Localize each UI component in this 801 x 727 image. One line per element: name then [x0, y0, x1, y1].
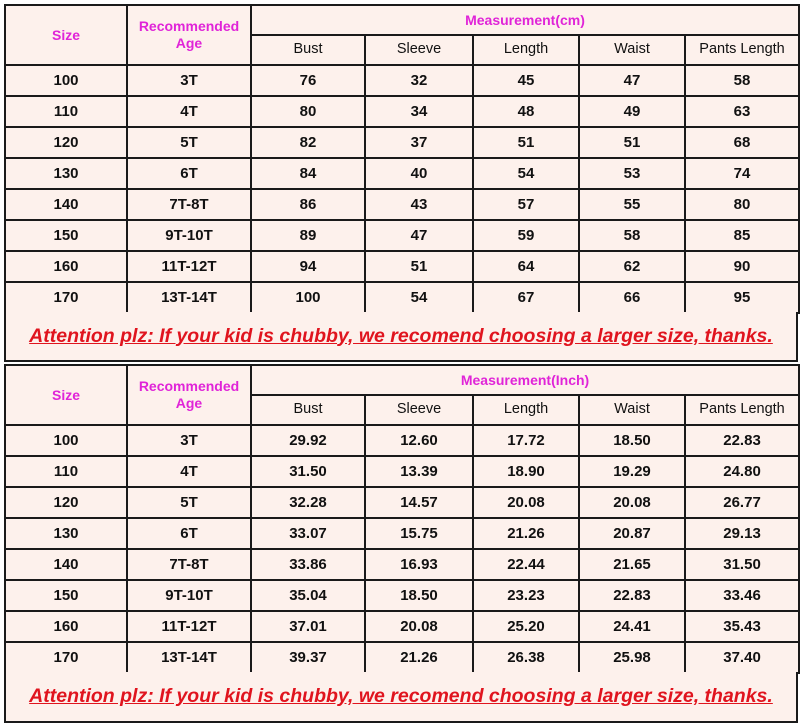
table-cell: 13T-14T — [127, 282, 251, 313]
table-cell: 160 — [5, 251, 127, 282]
table-cell: 140 — [5, 189, 127, 220]
measurement-header: Measurement(Inch) — [251, 365, 799, 395]
table-cell: 39.37 — [251, 642, 365, 673]
table-cell: 130 — [5, 518, 127, 549]
table-cell: 32 — [365, 65, 473, 96]
table-cell: 110 — [5, 96, 127, 127]
table-cell: 68 — [685, 127, 799, 158]
table-cell: 31.50 — [685, 549, 799, 580]
size-table-inch — [4, 364, 800, 674]
measurement-header: Measurement(cm) — [251, 5, 799, 35]
attention-note: Attention plz: If your kid is chubby, we recomend choosing a larger size, thanks. — [4, 672, 798, 723]
column-header: Sleeve — [365, 35, 473, 65]
table-cell: 51 — [365, 251, 473, 282]
header-row — [5, 365, 799, 395]
column-header: Pants Length — [685, 35, 799, 65]
table-cell: 20.08 — [365, 611, 473, 642]
table-row — [5, 282, 799, 313]
table-cell: 20.08 — [473, 487, 579, 518]
table-cell: 40 — [365, 158, 473, 189]
table-row — [5, 158, 799, 189]
table-cell: 17.72 — [473, 425, 579, 456]
table-cell: 54 — [473, 158, 579, 189]
table-cell: 21.65 — [579, 549, 685, 580]
table-cell: 33.07 — [251, 518, 365, 549]
table-cell: 16.93 — [365, 549, 473, 580]
table-cell: 35.43 — [685, 611, 799, 642]
table-cell: 3T — [127, 425, 251, 456]
table-cell: 86 — [251, 189, 365, 220]
table-row — [5, 65, 799, 96]
table-cell: 53 — [579, 158, 685, 189]
table-cell: 51 — [579, 127, 685, 158]
table-cell: 4T — [127, 456, 251, 487]
table-cell: 25.98 — [579, 642, 685, 673]
column-header: Bust — [251, 395, 365, 425]
table-row — [5, 96, 799, 127]
table-cell: 7T-8T — [127, 549, 251, 580]
table-cell: 9T-10T — [127, 220, 251, 251]
column-header: Bust — [251, 35, 365, 65]
table-cell: 21.26 — [473, 518, 579, 549]
table-cell: 18.50 — [579, 425, 685, 456]
table-cell: 19.29 — [579, 456, 685, 487]
table-cell: 170 — [5, 282, 127, 313]
column-header: Waist — [579, 35, 685, 65]
table-cell: 31.50 — [251, 456, 365, 487]
table-cell: 21.26 — [365, 642, 473, 673]
table-row — [5, 487, 799, 518]
table-cell: 84 — [251, 158, 365, 189]
table-cell: 58 — [579, 220, 685, 251]
table-cell: 160 — [5, 611, 127, 642]
table-cell: 22.44 — [473, 549, 579, 580]
table-cell: 58 — [685, 65, 799, 96]
size-header: Size — [5, 365, 127, 425]
table-cell: 80 — [685, 189, 799, 220]
table-row — [5, 549, 799, 580]
table-row — [5, 518, 799, 549]
table-cell: 37.01 — [251, 611, 365, 642]
column-header: Sleeve — [365, 395, 473, 425]
table-cell: 13T-14T — [127, 642, 251, 673]
column-header: Length — [473, 395, 579, 425]
column-header: Waist — [579, 395, 685, 425]
table-cell: 47 — [579, 65, 685, 96]
table-cell: 45 — [473, 65, 579, 96]
table-cell: 43 — [365, 189, 473, 220]
table-cell: 29.13 — [685, 518, 799, 549]
age-header-line1: Recommended — [138, 378, 240, 395]
table-cell: 12.60 — [365, 425, 473, 456]
age-header-line1: Recommended — [138, 18, 240, 35]
table-cell: 130 — [5, 158, 127, 189]
table-cell: 74 — [685, 158, 799, 189]
table-cell: 67 — [473, 282, 579, 313]
table-cell: 82 — [251, 127, 365, 158]
table-cell: 150 — [5, 220, 127, 251]
table-cell: 14.57 — [365, 487, 473, 518]
table-row — [5, 642, 799, 673]
table-cell: 25.20 — [473, 611, 579, 642]
table-cell: 34 — [365, 96, 473, 127]
age-header-line2: Age — [175, 395, 203, 411]
table-cell: 120 — [5, 487, 127, 518]
table-cell: 33.86 — [251, 549, 365, 580]
table-cell: 23.23 — [473, 580, 579, 611]
table-cell: 35.04 — [251, 580, 365, 611]
table-cell: 33.46 — [685, 580, 799, 611]
table-cell: 3T — [127, 65, 251, 96]
table-cell: 150 — [5, 580, 127, 611]
table-cell: 66 — [579, 282, 685, 313]
age-header-line2: Age — [175, 35, 203, 51]
table-cell: 32.28 — [251, 487, 365, 518]
table-cell: 20.08 — [579, 487, 685, 518]
table-cell: 170 — [5, 642, 127, 673]
table-cell: 94 — [251, 251, 365, 282]
table-cell: 89 — [251, 220, 365, 251]
table-row — [5, 611, 799, 642]
table-cell: 6T — [127, 158, 251, 189]
table-cell: 110 — [5, 456, 127, 487]
table-cell: 76 — [251, 65, 365, 96]
table-cell: 20.87 — [579, 518, 685, 549]
table-row — [5, 251, 799, 282]
table-cell: 95 — [685, 282, 799, 313]
column-header: Pants Length — [685, 395, 799, 425]
table-cell: 63 — [685, 96, 799, 127]
header-row — [5, 5, 799, 35]
table-row — [5, 189, 799, 220]
table-cell: 85 — [685, 220, 799, 251]
age-header — [127, 365, 251, 425]
age-header — [127, 5, 251, 65]
table-cell: 57 — [473, 189, 579, 220]
table-row — [5, 425, 799, 456]
table-cell: 5T — [127, 487, 251, 518]
table-cell: 90 — [685, 251, 799, 282]
table-cell: 37.40 — [685, 642, 799, 673]
table-cell: 49 — [579, 96, 685, 127]
table-cell: 100 — [251, 282, 365, 313]
table-cell: 13.39 — [365, 456, 473, 487]
table-cell: 48 — [473, 96, 579, 127]
table-cell: 4T — [127, 96, 251, 127]
table-cell: 15.75 — [365, 518, 473, 549]
table-row — [5, 456, 799, 487]
table-cell: 11T-12T — [127, 251, 251, 282]
table-row — [5, 220, 799, 251]
attention-note: Attention plz: If your kid is chubby, we recomend choosing a larger size, thanks. — [4, 312, 798, 362]
table-cell: 120 — [5, 127, 127, 158]
table-cell: 22.83 — [685, 425, 799, 456]
table-cell: 62 — [579, 251, 685, 282]
table-cell: 54 — [365, 282, 473, 313]
table-cell: 5T — [127, 127, 251, 158]
size-table-cm — [4, 4, 800, 314]
table-cell: 51 — [473, 127, 579, 158]
table-cell: 24.80 — [685, 456, 799, 487]
table-cell: 29.92 — [251, 425, 365, 456]
column-header: Length — [473, 35, 579, 65]
table-cell: 100 — [5, 65, 127, 96]
table-cell: 11T-12T — [127, 611, 251, 642]
table-cell: 59 — [473, 220, 579, 251]
table-cell: 24.41 — [579, 611, 685, 642]
table-cell: 55 — [579, 189, 685, 220]
table-cell: 26.77 — [685, 487, 799, 518]
table-cell: 26.38 — [473, 642, 579, 673]
table-cell: 100 — [5, 425, 127, 456]
table-cell: 6T — [127, 518, 251, 549]
table-cell: 80 — [251, 96, 365, 127]
table-cell: 18.50 — [365, 580, 473, 611]
table-cell: 47 — [365, 220, 473, 251]
table-cell: 22.83 — [579, 580, 685, 611]
table-cell: 140 — [5, 549, 127, 580]
table-cell: 64 — [473, 251, 579, 282]
table-cell: 9T-10T — [127, 580, 251, 611]
table-row — [5, 127, 799, 158]
table-row — [5, 580, 799, 611]
size-header: Size — [5, 5, 127, 65]
table-cell: 18.90 — [473, 456, 579, 487]
table-cell: 37 — [365, 127, 473, 158]
table-cell: 7T-8T — [127, 189, 251, 220]
